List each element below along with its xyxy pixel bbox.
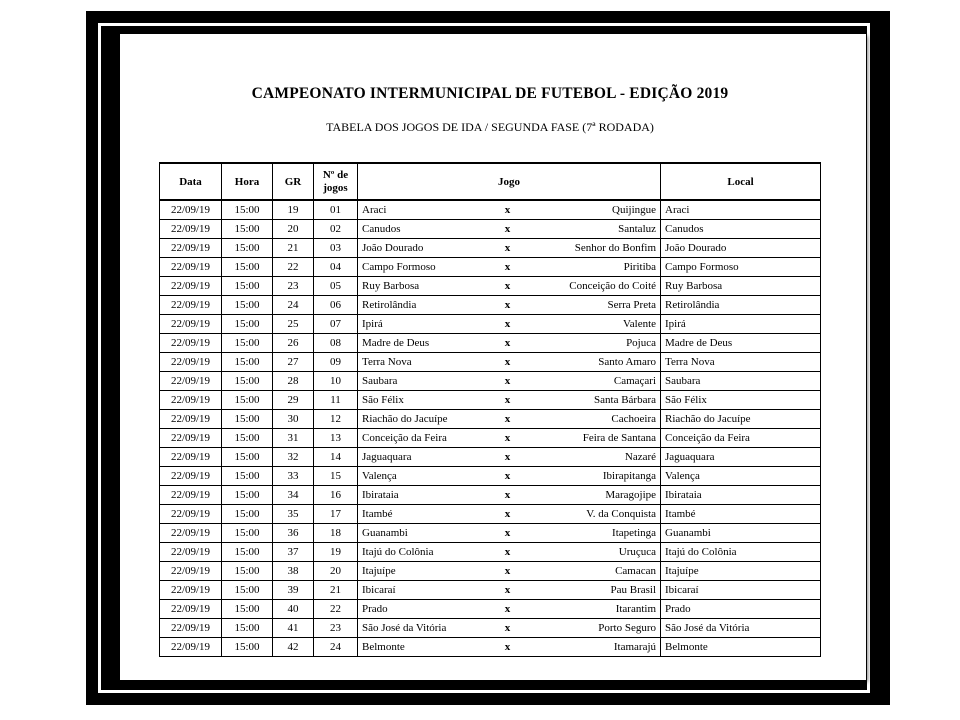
cell-hora: 15:00	[222, 258, 273, 277]
cell-numero: 07	[314, 315, 358, 334]
header-njogos-line2: jogos	[323, 181, 348, 194]
cell-hora: 15:00	[222, 334, 273, 353]
cell-home-team: Ipirá	[358, 315, 486, 334]
cell-versus: x	[486, 200, 530, 220]
header-data: Data	[160, 163, 222, 200]
cell-away-team: Itarantim	[530, 600, 661, 619]
cell-gr: 21	[273, 239, 314, 258]
cell-gr: 22	[273, 258, 314, 277]
cell-away-team: Quijingue	[530, 200, 661, 220]
table-row	[160, 315, 821, 334]
cell-numero: 12	[314, 410, 358, 429]
cell-numero: 11	[314, 391, 358, 410]
cell-local: Madre de Deus	[661, 334, 821, 353]
cell-hora: 15:00	[222, 315, 273, 334]
cell-data: 22/09/19	[160, 486, 222, 505]
table-row	[160, 448, 821, 467]
cell-data: 22/09/19	[160, 315, 222, 334]
table-row	[160, 524, 821, 543]
cell-versus: x	[486, 524, 530, 543]
cell-local: São Félix	[661, 391, 821, 410]
cell-local: João Dourado	[661, 239, 821, 258]
cell-data: 22/09/19	[160, 277, 222, 296]
cell-versus: x	[486, 353, 530, 372]
cell-hora: 15:00	[222, 581, 273, 600]
cell-data: 22/09/19	[160, 391, 222, 410]
cell-local: Ruy Barbosa	[661, 277, 821, 296]
cell-gr: 29	[273, 391, 314, 410]
cell-numero: 24	[314, 638, 358, 657]
cell-data: 22/09/19	[160, 410, 222, 429]
cell-numero: 10	[314, 372, 358, 391]
cell-local: Itajuípe	[661, 562, 821, 581]
cell-hora: 15:00	[222, 239, 273, 258]
header-hora: Hora	[222, 163, 273, 200]
cell-local: Valença	[661, 467, 821, 486]
cell-versus: x	[486, 391, 530, 410]
cell-home-team: Terra Nova	[358, 353, 486, 372]
cell-home-team: Ruy Barbosa	[358, 277, 486, 296]
document-title: CAMPEONATO INTERMUNICIPAL DE FUTEBOL - EDIÇÃO 2019	[251, 85, 729, 102]
cell-home-team: Retirolândia	[358, 296, 486, 315]
cell-away-team: Valente	[530, 315, 661, 334]
cell-local: Itambé	[661, 505, 821, 524]
table-row	[160, 258, 821, 277]
cell-home-team: Ibicaraí	[358, 581, 486, 600]
cell-local: Canudos	[661, 220, 821, 239]
cell-gr: 23	[273, 277, 314, 296]
cell-local: Ipirá	[661, 315, 821, 334]
cell-numero: 08	[314, 334, 358, 353]
cell-gr: 34	[273, 486, 314, 505]
cell-hora: 15:00	[222, 429, 273, 448]
cell-data: 22/09/19	[160, 239, 222, 258]
cell-away-team: Maragojipe	[530, 486, 661, 505]
header-numero-jogos	[314, 163, 358, 200]
cell-home-team: Jaguaquara	[358, 448, 486, 467]
cell-versus: x	[486, 372, 530, 391]
cell-home-team: São José da Vitória	[358, 619, 486, 638]
cell-gr: 41	[273, 619, 314, 638]
table-row	[160, 562, 821, 581]
cell-gr: 32	[273, 448, 314, 467]
cell-home-team: Madre de Deus	[358, 334, 486, 353]
cell-gr: 38	[273, 562, 314, 581]
cell-versus: x	[486, 562, 530, 581]
cell-local: Jaguaquara	[661, 448, 821, 467]
cell-local: Araci	[661, 200, 821, 220]
table-row	[160, 353, 821, 372]
table-row	[160, 600, 821, 619]
cell-versus: x	[486, 619, 530, 638]
cell-data: 22/09/19	[160, 505, 222, 524]
table-row	[160, 391, 821, 410]
cell-hora: 15:00	[222, 486, 273, 505]
cell-numero: 13	[314, 429, 358, 448]
cell-local: Guanambi	[661, 524, 821, 543]
cell-hora: 15:00	[222, 524, 273, 543]
table-header-row	[160, 163, 821, 200]
cell-hora: 15:00	[222, 277, 273, 296]
cell-gr: 42	[273, 638, 314, 657]
cell-away-team: Santa Bárbara	[530, 391, 661, 410]
cell-data: 22/09/19	[160, 334, 222, 353]
cell-local: Belmonte	[661, 638, 821, 657]
cell-gr: 24	[273, 296, 314, 315]
cell-versus: x	[486, 277, 530, 296]
cell-versus: x	[486, 429, 530, 448]
cell-local: Riachão do Jacuípe	[661, 410, 821, 429]
cell-gr: 37	[273, 543, 314, 562]
cell-away-team: Serra Preta	[530, 296, 661, 315]
cell-away-team: Camacan	[530, 562, 661, 581]
cell-hora: 15:00	[222, 410, 273, 429]
cell-local: Campo Formoso	[661, 258, 821, 277]
cell-numero: 22	[314, 600, 358, 619]
cell-home-team: São Félix	[358, 391, 486, 410]
cell-home-team: Conceição da Feira	[358, 429, 486, 448]
cell-versus: x	[486, 258, 530, 277]
cell-home-team: Itajú do Colônia	[358, 543, 486, 562]
table-row	[160, 429, 821, 448]
cell-hora: 15:00	[222, 391, 273, 410]
cell-gr: 19	[273, 200, 314, 220]
cell-away-team: Pojuca	[530, 334, 661, 353]
table-row	[160, 277, 821, 296]
cell-local: Saubara	[661, 372, 821, 391]
games-body	[160, 200, 821, 657]
cell-away-team: Porto Seguro	[530, 619, 661, 638]
cell-data: 22/09/19	[160, 581, 222, 600]
cell-away-team: Pau Brasil	[530, 581, 661, 600]
cell-numero: 05	[314, 277, 358, 296]
table-row	[160, 505, 821, 524]
cell-local: Conceição da Feira	[661, 429, 821, 448]
cell-home-team: Itambé	[358, 505, 486, 524]
cell-numero: 15	[314, 467, 358, 486]
cell-numero: 20	[314, 562, 358, 581]
cell-local: Ibicaraí	[661, 581, 821, 600]
cell-home-team: João Dourado	[358, 239, 486, 258]
table-row	[160, 638, 821, 657]
cell-hora: 15:00	[222, 638, 273, 657]
cell-hora: 15:00	[222, 448, 273, 467]
table-row	[160, 372, 821, 391]
cell-gr: 27	[273, 353, 314, 372]
table-row	[160, 296, 821, 315]
cell-numero: 02	[314, 220, 358, 239]
cell-gr: 35	[273, 505, 314, 524]
table-row	[160, 543, 821, 562]
cell-hora: 15:00	[222, 619, 273, 638]
cell-versus: x	[486, 543, 530, 562]
cell-data: 22/09/19	[160, 258, 222, 277]
cell-numero: 09	[314, 353, 358, 372]
cell-gr: 26	[273, 334, 314, 353]
cell-gr: 40	[273, 600, 314, 619]
games-table	[159, 162, 821, 657]
cell-versus: x	[486, 296, 530, 315]
header-local: Local	[661, 163, 821, 200]
cell-home-team: Saubara	[358, 372, 486, 391]
cell-away-team: Cachoeira	[530, 410, 661, 429]
cell-versus: x	[486, 505, 530, 524]
header-gr: GR	[273, 163, 314, 200]
table-row	[160, 220, 821, 239]
document-page	[120, 34, 866, 680]
cell-hora: 15:00	[222, 200, 273, 220]
cell-numero: 03	[314, 239, 358, 258]
cell-numero: 19	[314, 543, 358, 562]
cell-local: Itajú do Colônia	[661, 543, 821, 562]
cell-away-team: Conceição do Coité	[530, 277, 661, 296]
cell-local: Prado	[661, 600, 821, 619]
cell-data: 22/09/19	[160, 467, 222, 486]
cell-gr: 20	[273, 220, 314, 239]
cell-away-team: V. da Conquista	[530, 505, 661, 524]
cell-gr: 28	[273, 372, 314, 391]
cell-numero: 01	[314, 200, 358, 220]
cell-hora: 15:00	[222, 296, 273, 315]
cell-home-team: Valença	[358, 467, 486, 486]
table-row	[160, 619, 821, 638]
cell-home-team: Itajuípe	[358, 562, 486, 581]
header-jogo: Jogo	[358, 163, 661, 200]
cell-hora: 15:00	[222, 353, 273, 372]
cell-gr: 39	[273, 581, 314, 600]
cell-data: 22/09/19	[160, 448, 222, 467]
cell-home-team: Araci	[358, 200, 486, 220]
cell-hora: 15:00	[222, 543, 273, 562]
cell-data: 22/09/19	[160, 200, 222, 220]
document-subtitle: TABELA DOS JOGOS DE IDA / SEGUNDA FASE (7ª RODADA)	[326, 120, 654, 134]
cell-home-team: Riachão do Jacuípe	[358, 410, 486, 429]
cell-away-team: Camaçari	[530, 372, 661, 391]
cell-versus: x	[486, 410, 530, 429]
cell-away-team: Piritiba	[530, 258, 661, 277]
cell-gr: 30	[273, 410, 314, 429]
table-row	[160, 200, 821, 220]
cell-data: 22/09/19	[160, 543, 222, 562]
cell-home-team: Prado	[358, 600, 486, 619]
cell-numero: 06	[314, 296, 358, 315]
header-njogos-line1: Nº de	[322, 168, 349, 181]
cell-data: 22/09/19	[160, 638, 222, 657]
cell-data: 22/09/19	[160, 429, 222, 448]
cell-numero: 04	[314, 258, 358, 277]
cell-local: Ibirataia	[661, 486, 821, 505]
cell-versus: x	[486, 600, 530, 619]
cell-home-team: Campo Formoso	[358, 258, 486, 277]
cell-numero: 14	[314, 448, 358, 467]
cell-data: 22/09/19	[160, 600, 222, 619]
cell-local: São José da Vitória	[661, 619, 821, 638]
cell-versus: x	[486, 334, 530, 353]
cell-numero: 16	[314, 486, 358, 505]
table-row	[160, 467, 821, 486]
cell-data: 22/09/19	[160, 372, 222, 391]
cell-local: Terra Nova	[661, 353, 821, 372]
cell-hora: 15:00	[222, 505, 273, 524]
cell-hora: 15:00	[222, 600, 273, 619]
cell-numero: 17	[314, 505, 358, 524]
cell-away-team: Ibirapitanga	[530, 467, 661, 486]
cell-hora: 15:00	[222, 372, 273, 391]
cell-home-team: Guanambi	[358, 524, 486, 543]
cell-local: Retirolândia	[661, 296, 821, 315]
cell-away-team: Nazaré	[530, 448, 661, 467]
cell-versus: x	[486, 486, 530, 505]
cell-data: 22/09/19	[160, 220, 222, 239]
cell-data: 22/09/19	[160, 562, 222, 581]
cell-versus: x	[486, 467, 530, 486]
table-row	[160, 334, 821, 353]
cell-versus: x	[486, 220, 530, 239]
cell-home-team: Belmonte	[358, 638, 486, 657]
table-row	[160, 239, 821, 258]
table-row	[160, 410, 821, 429]
cell-hora: 15:00	[222, 562, 273, 581]
cell-data: 22/09/19	[160, 524, 222, 543]
cell-gr: 25	[273, 315, 314, 334]
cell-away-team: Itapetinga	[530, 524, 661, 543]
cell-data: 22/09/19	[160, 353, 222, 372]
table-row	[160, 581, 821, 600]
cell-versus: x	[486, 638, 530, 657]
cell-away-team: Santaluz	[530, 220, 661, 239]
cell-away-team: Santo Amaro	[530, 353, 661, 372]
cell-away-team: Uruçuca	[530, 543, 661, 562]
cell-hora: 15:00	[222, 467, 273, 486]
cell-data: 22/09/19	[160, 619, 222, 638]
cell-gr: 31	[273, 429, 314, 448]
table-row	[160, 486, 821, 505]
cell-numero: 18	[314, 524, 358, 543]
cell-versus: x	[486, 581, 530, 600]
cell-home-team: Canudos	[358, 220, 486, 239]
cell-numero: 23	[314, 619, 358, 638]
cell-away-team: Senhor do Bonfim	[530, 239, 661, 258]
cell-hora: 15:00	[222, 220, 273, 239]
cell-away-team: Feira de Santana	[530, 429, 661, 448]
cell-versus: x	[486, 315, 530, 334]
cell-away-team: Itamarajú	[530, 638, 661, 657]
cell-versus: x	[486, 448, 530, 467]
cell-versus: x	[486, 239, 530, 258]
cell-data: 22/09/19	[160, 296, 222, 315]
cell-gr: 36	[273, 524, 314, 543]
cell-gr: 33	[273, 467, 314, 486]
cell-numero: 21	[314, 581, 358, 600]
cell-home-team: Ibirataia	[358, 486, 486, 505]
